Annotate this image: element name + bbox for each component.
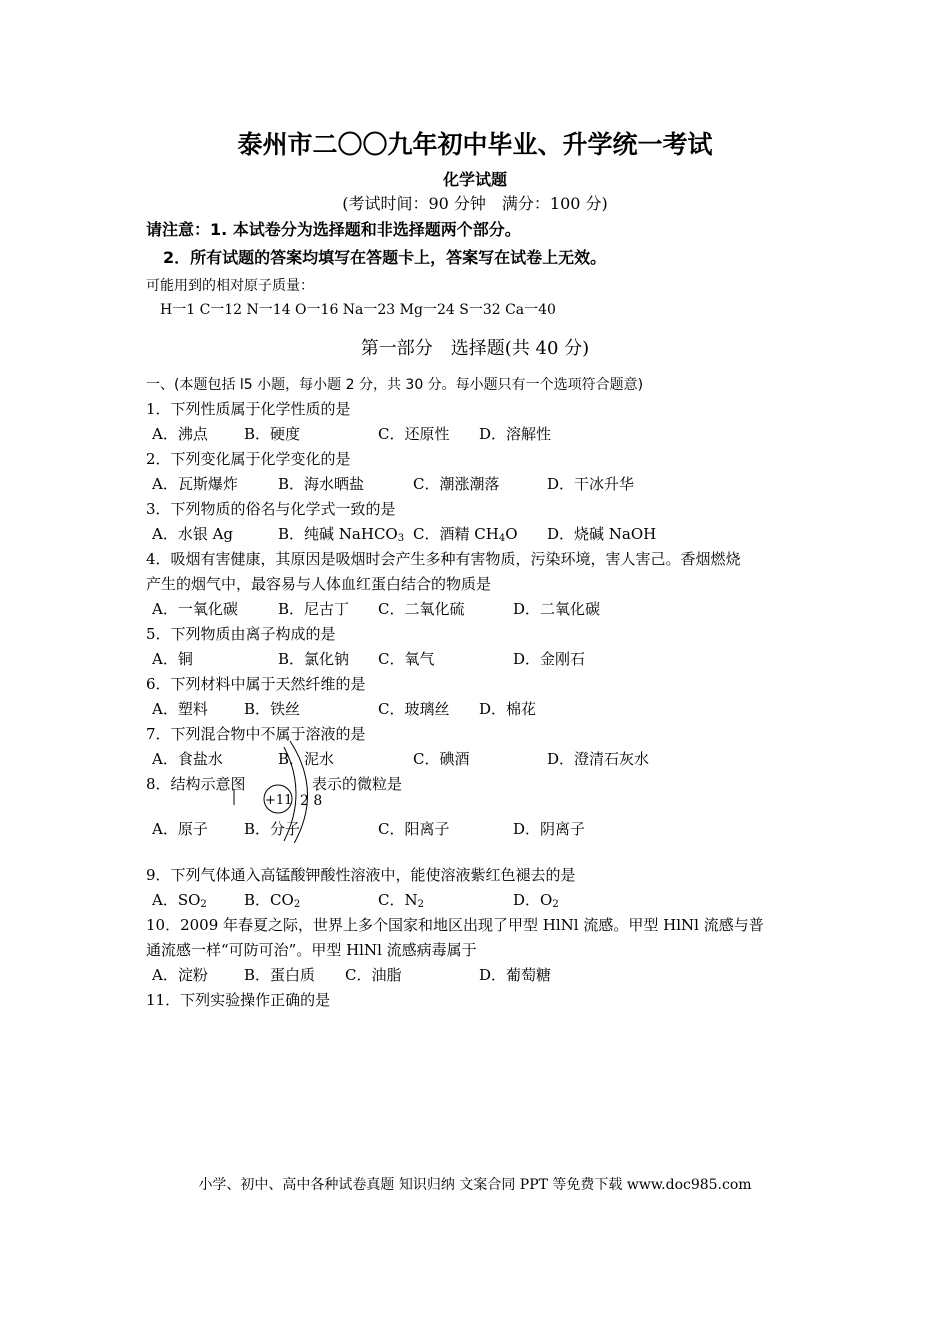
- option: A．淀粉: [152, 966, 208, 984]
- part-one-title: 第一部分 选择题(共 40 分): [360, 338, 590, 359]
- question-stem: 8．结构示意图: [146, 775, 246, 793]
- question-stem: 6．下列材料中属于天然纤维的是: [146, 675, 366, 693]
- option: B．氯化钠: [278, 650, 350, 668]
- question-stem: 10．2009 年春夏之际，世界上多个国家和地区出现了甲型 HlNl 流感。甲型 HlNl 流感与普: [146, 916, 764, 934]
- question-stem-continued: 表示的微粒是: [312, 775, 403, 793]
- atomic-mass-values: H一1 C一12 N一14 O一16 Na一23 Mg一24 S一32 Ca一40: [160, 302, 556, 318]
- question-stem-continued: 通流感一样“可防可治”。甲型 HlNl 流感病毒属于: [146, 941, 477, 959]
- option: A．铜: [152, 650, 193, 668]
- option: B．蛋白质: [244, 966, 316, 984]
- option: B．铁丝: [244, 700, 301, 718]
- option: B．分子: [244, 820, 301, 838]
- atomic-mass-label: 可能用到的相对原子质量：: [146, 278, 314, 294]
- question-stem: 7．下列混合物中不属于溶液的是: [146, 725, 366, 743]
- question-stem: 11．下列实验操作正确的是: [146, 991, 331, 1009]
- question-stem: 4．吸烟有害健康，其原因是吸烟时会产生多种有害物质，污染环境，害人害己。香烟燃烧: [146, 550, 741, 568]
- option: A．原子: [152, 820, 208, 838]
- option: D．干冰升华: [547, 475, 635, 493]
- option: A．食盐水: [152, 750, 223, 768]
- option: A．塑料: [152, 700, 208, 718]
- exam-title: 泰州市二〇〇九年初中毕业、升学统一考试: [237, 130, 713, 159]
- question-stem: 3．下列物质的俗名与化学式一致的是: [146, 500, 396, 518]
- option: D．$O_2$: [513, 891, 559, 910]
- option: C．阳离子: [378, 820, 450, 838]
- option: C．玻璃丝: [378, 700, 450, 718]
- shell-electrons-label: 2 8: [300, 793, 323, 809]
- question-stem: 1．下列性质属于化学性质的是: [146, 400, 351, 418]
- option: A．$SO_2$: [152, 891, 207, 910]
- option: A．瓦斯爆炸: [152, 475, 238, 493]
- option: B．海水晒盐: [278, 475, 365, 493]
- option: C．潮涨潮落: [413, 475, 500, 493]
- option: D．二氧化碳: [513, 600, 601, 618]
- exam-info: (考试时间：90 分钟 满分：100 分): [342, 194, 608, 213]
- question-stem: 2．下列变化属于化学变化的是: [146, 450, 351, 468]
- option: D．金刚石: [513, 650, 586, 668]
- option: B．硬度: [244, 425, 301, 443]
- question-stem: 9．下列气体通入高锰酸钾酸性溶液中，能使溶液紫红色褪去的是: [146, 866, 576, 884]
- question-stem: 5．下列物质由离子构成的是: [146, 625, 336, 643]
- option: D．溶解性: [479, 425, 552, 443]
- option: D．烧碱 NaOH: [547, 525, 657, 543]
- option: A．一氧化碳: [152, 600, 238, 618]
- option: C．酒精 $CH_4O$: [413, 525, 518, 544]
- notice-line-2: 2．所有试题的答案均填写在答题卡上，答案写在试卷上无效。: [163, 248, 607, 267]
- option: C．二氧化硫: [378, 600, 465, 618]
- option: C．油脂: [345, 966, 402, 984]
- notice-line-1: 请注意：1. 本试卷分为选择题和非选择题两个部分。: [146, 220, 521, 239]
- option: B．泥水: [278, 750, 335, 768]
- section-heading: 一、(本题包括 l5 小题，每小题 2 分，共 30 分。每小题只有一个选项符合题意): [146, 377, 644, 393]
- option: D．澄清石灰水: [547, 750, 650, 768]
- option: C．碘酒: [413, 750, 470, 768]
- option: B．纯碱 NaHCO$_3$: [278, 525, 405, 544]
- option: C．还原性: [378, 425, 450, 443]
- option: D．葡萄糖: [479, 966, 552, 984]
- nucleus-label: +11: [265, 793, 293, 808]
- question-stem-continued: 产生的烟气中，最容易与人体血红蛋白结合的物质是: [146, 575, 492, 593]
- option: C．$N_2$: [378, 891, 424, 910]
- option: B．$CO_2$: [244, 891, 301, 910]
- option: D．阴离子: [513, 820, 586, 838]
- option: B．尼古丁: [278, 600, 350, 618]
- option: A．沸点: [152, 425, 208, 443]
- page-footer: 小学、初中、高中各种试卷真题 知识归纳 文案合同 PPT 等免费下载 www.doc985.com: [198, 1177, 752, 1193]
- option: A．水银 Ag: [152, 525, 234, 543]
- option: C．氧气: [378, 650, 435, 668]
- option: D．棉花: [479, 700, 537, 718]
- exam-subtitle: 化学试题: [442, 170, 507, 189]
